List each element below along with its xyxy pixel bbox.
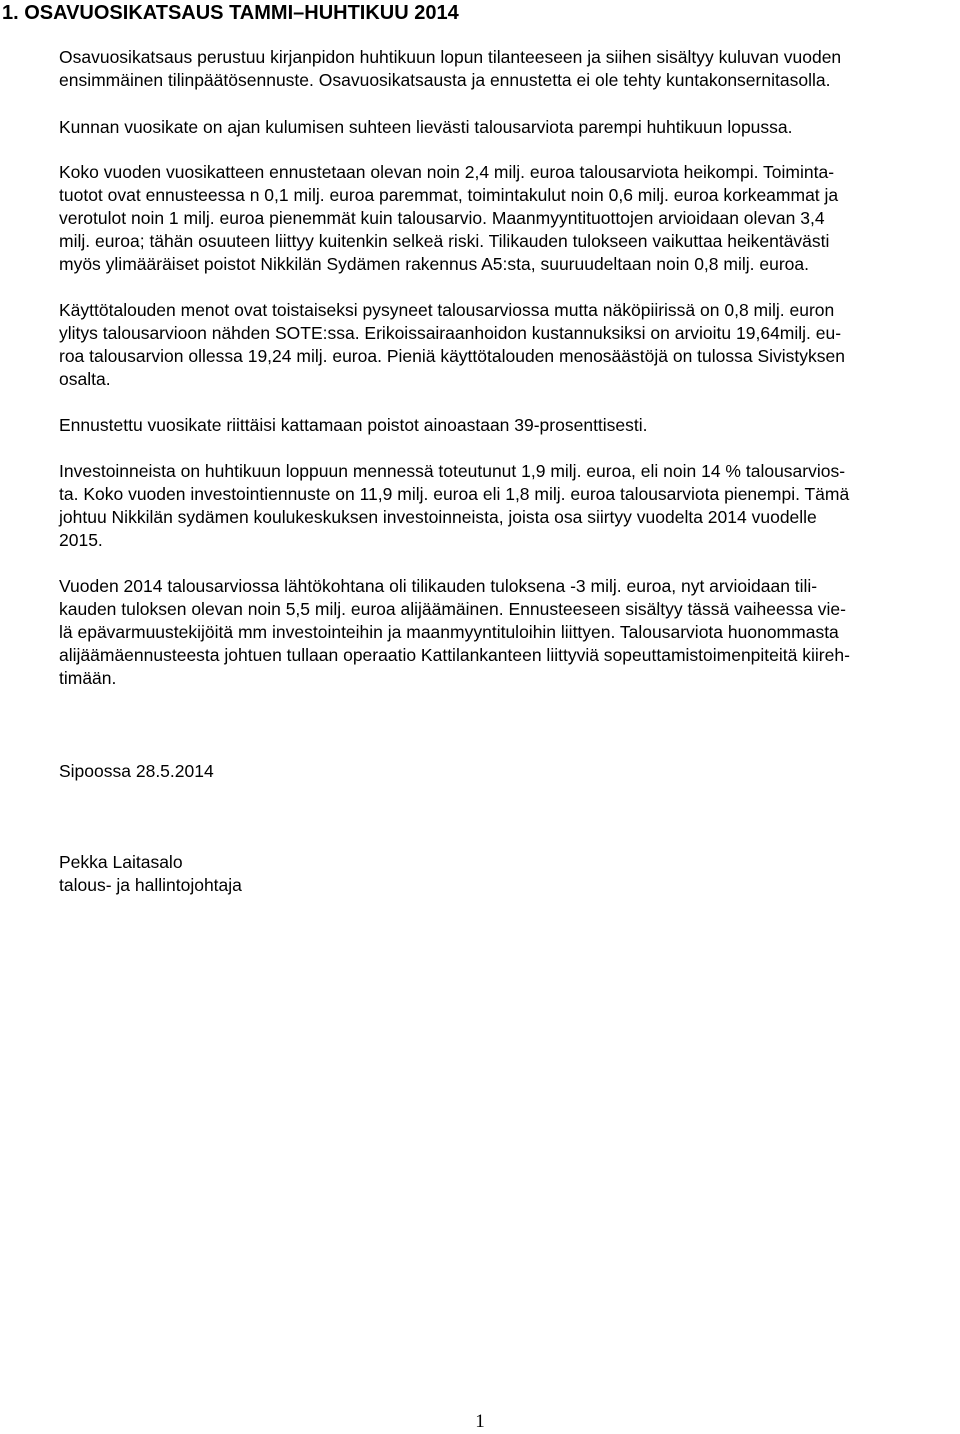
text-line: Koko vuoden vuosikatteen ennustetaan olevan noin 2,4 milj. euroa talousarviota heikompi. Toiminta-: [59, 162, 835, 182]
signatory-title: talous- ja hallintojohtaja: [59, 875, 242, 895]
text-line: kauden tuloksen olevan noin 5,5 milj. euroa alijäämäinen. Ennusteeseen sisältyy tässä vaiheessa vie-: [59, 599, 846, 619]
text-line: verotulot noin 1 milj. euroa pienemmät kuin talousarvio. Maanmyyntituottojen arvioidaan olevan 3,4: [59, 208, 825, 228]
text-line: Ennustettu vuosikate riittäisi kattamaan poistot ainoastaan 39-prosenttisesti.: [59, 415, 648, 435]
text-line: ylitys talousarvioon nähden SOTE:ssa. Erikoissairaanhoidon kustannuksiksi on arvioitu 19,64milj. eu-: [59, 323, 842, 343]
text-line: timään.: [59, 668, 117, 688]
paragraph-vuosikate: [59, 116, 959, 139]
text-line: alijäämäennusteesta johtuen tullaan operaatio Kattilankanteen liittyviä sopeuttamistoimenpiteitä kiireh-: [59, 645, 850, 665]
text-line: osalta.: [59, 369, 111, 389]
text-line: Käyttötalouden menot ovat toistaiseksi pysyneet talousarviossa mutta näköpiirissä on 0,8 milj. euron: [59, 300, 835, 320]
signature-block: [59, 851, 959, 897]
paragraph-ennuste: [59, 161, 959, 276]
place-date: [59, 760, 959, 783]
paragraph-poistot: [59, 414, 959, 437]
text-line: johtuu Nikkilän sydämen koulukeskuksen investoinneista, joista osa siirtyy vuodelta 2014 vuodelle: [59, 507, 817, 527]
text-line: Kunnan vuosikate on ajan kulumisen suhteen lievästi talousarviota parempi huhtikuun lopussa.: [59, 117, 793, 137]
paragraph-intro: [59, 46, 959, 92]
paragraph-kayttotalous: [59, 299, 959, 391]
text-line: lä epävarmuustekijöitä mm investointeihin ja maanmyyntituloihin liittyen. Talousarviota huonommasta: [59, 622, 839, 642]
text-line: myös ylimääräiset poistot Nikkilän Sydämen rakennus A5:sta, suuruudeltaan noin 0,8 milj. euroa.: [59, 254, 809, 274]
section-heading: 1. OSAVUOSIKATSAUS TAMMI–HUHTIKUU 2014: [2, 2, 459, 24]
text-line: Investoinneista on huhtikuun loppuun mennessä toteutunut 1,9 milj. euroa, eli noin 14 % talousarvios-: [59, 461, 846, 481]
paragraph-investoinnit: [59, 460, 959, 552]
text-line: tuotot ovat ennusteessa n 0,1 milj. euroa paremmat, toimintakulut noin 0,6 milj. euroa korkeammat ja: [59, 185, 839, 205]
paragraph-tulos: [59, 575, 959, 690]
text-line: Vuoden 2014 talousarviossa lähtökohtana oli tilikauden tuloksena -3 milj. euroa, nyt arvioidaan tili-: [59, 576, 818, 596]
place-date-text: Sipoossa 28.5.2014: [59, 761, 214, 781]
text-line: Osavuosikatsaus perustuu kirjanpidon huhtikuun lopun tilanteeseen ja siihen sisältyy kuluvan vuoden: [59, 47, 842, 67]
page-number: 1: [475, 1411, 485, 1432]
signatory-name: Pekka Laitasalo: [59, 852, 183, 872]
text-line: ta. Koko vuoden investointiennuste on 11,9 milj. euroa eli 1,8 milj. euroa talousarviota pienempi. Tämä: [59, 484, 850, 504]
text-line: milj. euroa; tähän osuuteen liittyy kuitenkin selkeä riski. Tilikauden tulokseen vaikuttaa heikentävästi: [59, 231, 830, 251]
text-line: 2015.: [59, 530, 103, 550]
text-line: ensimmäinen tilinpäätösennuste. Osavuosikatsausta ja ennustetta ei ole tehty kuntakonsernitasolla.: [59, 70, 831, 90]
text-line: roa talousarvion ollessa 19,24 milj. euroa. Pieniä käyttötalouden menosäästöjä on tulossa Sivistyksen: [59, 346, 846, 366]
